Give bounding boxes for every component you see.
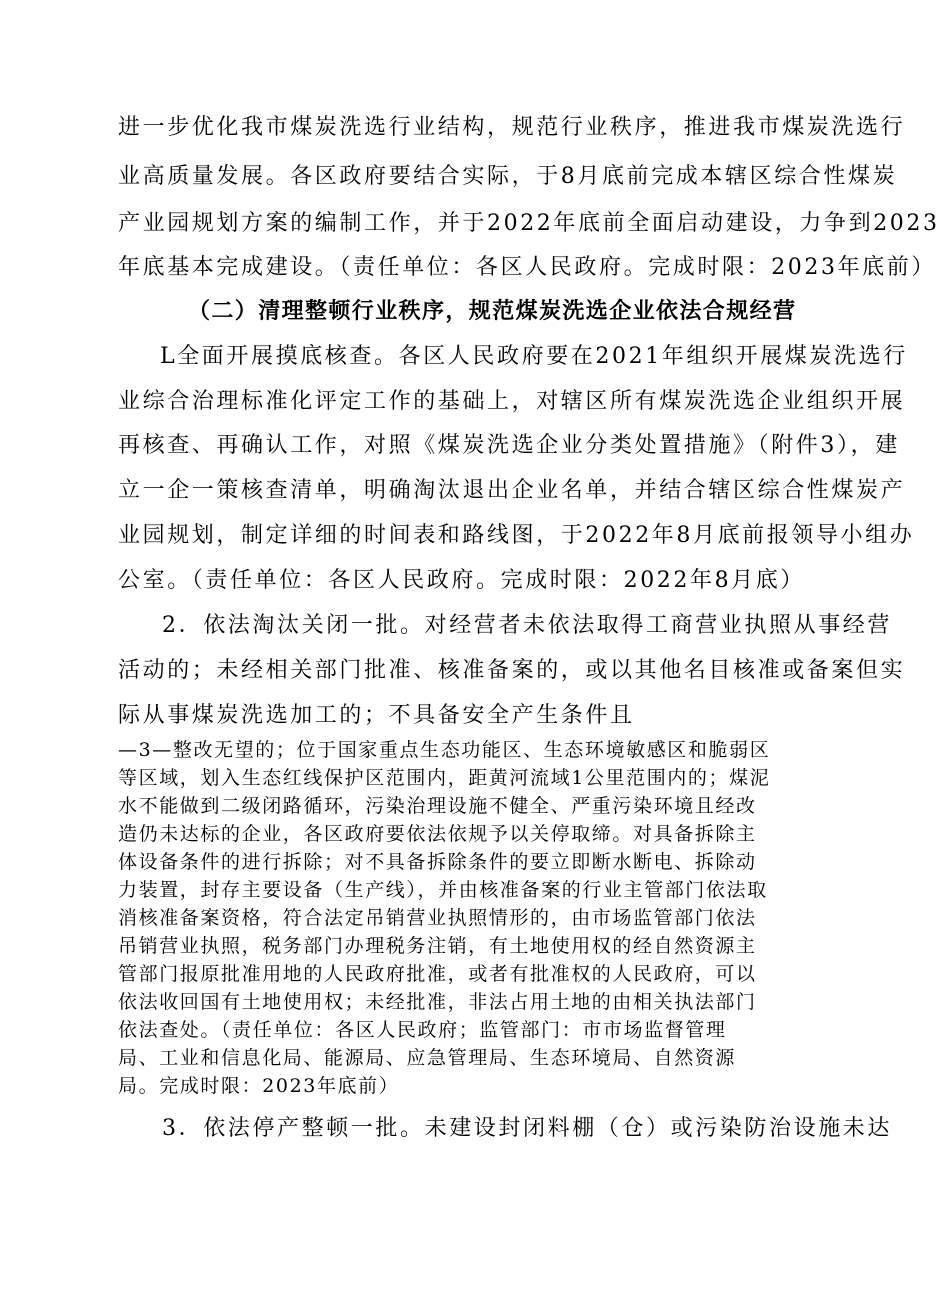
text-line: 消核准备案资格，符合法定吊销营业执照情形的，由市场监管部门依法 (118, 907, 757, 929)
text-line: 公室。（责任单位：各区人民政府。完成时限：2022年8月底） (118, 568, 805, 593)
text-line: 活动的；未经相关部门批准、核准备案的，或以其他名目核准或备案但实 (118, 658, 906, 683)
text-line: 业园规划，制定详细的时间表和路线图，于2022年8月底前报领导小组办 (118, 523, 915, 548)
text-line: 力装置，封存主要设备（生产线），并由核准备案的行业主管部门依法取 (118, 879, 768, 901)
text-line: 等区域，划入生态红线保护区范围内，距黄河流域1公里范围内的；煤泥 (118, 767, 771, 789)
text-line: 立一企一策核查清单，明确淘汰退出企业名单，并结合辖区综合性煤炭产 (118, 478, 906, 503)
text-line: 进一步优化我市煤炭洗选行业结构，规范行业秩序，推进我市煤炭洗选行 (118, 115, 906, 140)
paragraph-start-line: 3．依法停产整顿一批。未建设封闭料棚（仓）或污染防治设施未达 (162, 1116, 892, 1141)
text-line: 际从事煤炭洗选加工的；不具备安全产生条件且 (118, 703, 635, 728)
text-line: 造仍未达标的企业，各区政府要依法依规予以关停取缔。对具备拆除主 (118, 823, 757, 845)
text-line: 业综合治理标准化评定工作的基础上，对辖区所有煤炭洗选企业组织开展 (118, 389, 906, 414)
section-heading: （二）清理整顿行业秩序，规范煤炭洗选企业依法合规经营 (188, 298, 797, 324)
paragraph-start-line: 2．依法淘汰关闭一批。对经营者未依法取得工商营业执照从事经营 (162, 613, 892, 638)
text-line: 局、工业和信息化局、能源局、应急管理局、生态环境局、自然资源 (118, 1047, 737, 1069)
text-line: —3—整改无望的；位于国家重点生态功能区、生态环境敏感区和脆弱区 (118, 739, 771, 761)
text-line: 业高质量发展。各区政府要结合实际，于8月底前完成本辖区综合性煤炭 (118, 164, 898, 189)
text-line: 依法收回国有土地使用权；未经批准，非法占用土地的由相关执法部门 (118, 991, 757, 1013)
text-line: 吊销营业执照，税务部门办理税务注销，有土地使用权的经自然资源主 (118, 935, 757, 957)
paragraph-start-line: L全面开展摸底核查。各区人民政府要在2021年组织开展煤炭洗选行 (160, 344, 908, 369)
text-line: 水不能做到二级闭路循环，污染治理设施不健全、严重污染环境且经改 (118, 795, 757, 817)
text-line: 管部门报原批准用地的人民政府批准，或者有批准权的人民政府，可以 (118, 963, 757, 985)
text-line: 依法查处。（责任单位：各区人民政府；监管部门：市市场监督管理 (118, 1019, 727, 1041)
text-line: 局。完成时限：2023年底前） (118, 1075, 400, 1097)
text-line: 年底基本完成建设。（责任单位：各区人民政府。完成时限：2023年底前） (118, 255, 936, 280)
text-line: 体设备条件的进行拆除；对不具备拆除条件的要立即断水断电、拆除动 (118, 851, 757, 873)
text-line: 产业园规划方案的编制工作，并于2022年底前全面启动建设，力争到2023 (118, 211, 940, 236)
text-line: 再核查、再确认工作，对照《煤炭洗选企业分类处置措施》（附件3），建 (118, 433, 900, 458)
